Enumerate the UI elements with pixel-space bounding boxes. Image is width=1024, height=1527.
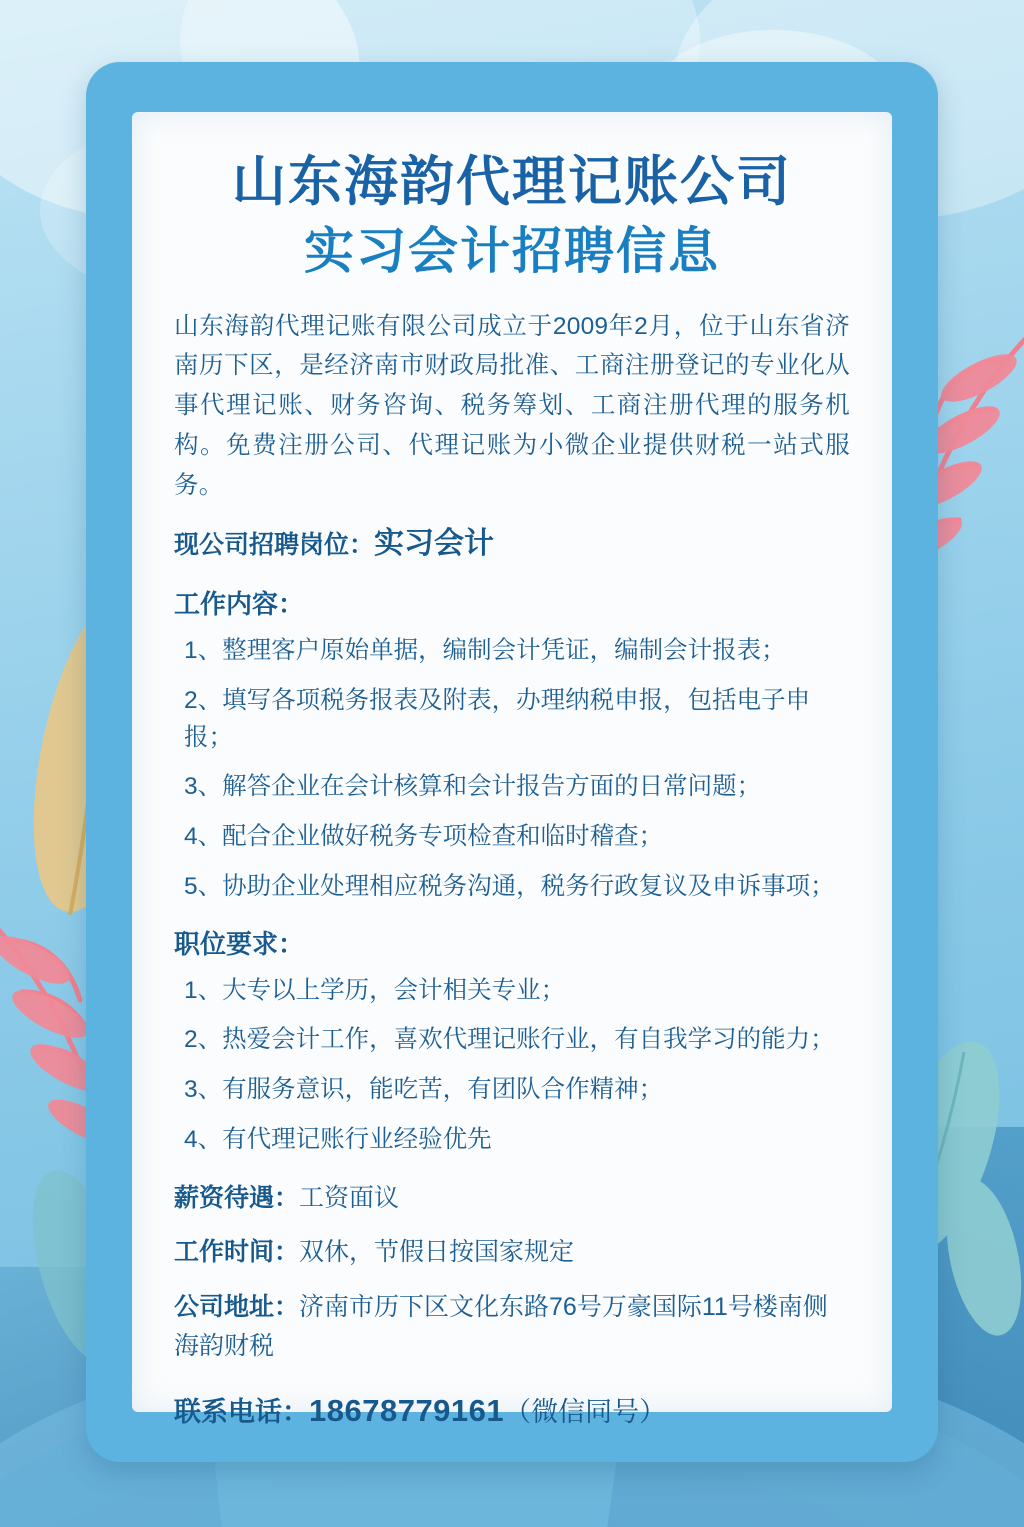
poster-card: [132, 112, 892, 1428]
company-intro-paragraph: 山东海韵代理记账有限公司成立于2009年2月，位于山东省济南历下区，是经济南市财政局批准、工商注册登记的专业化从事代理记账、财务咨询、税务筹划、工商注册代理的服务机构。免费注册公司、代理记账为小微企业提供财税一站式服务。: [174, 312, 850, 499]
poster-card-frame: [86, 62, 938, 1462]
worktime-row: [174, 1233, 850, 1272]
list-item: 4、配合企业做好税务专项检查和临时稽查；: [184, 823, 664, 851]
phone-label: 联系电话：: [174, 1396, 309, 1427]
page-title: 山东海韵代理记账公司: [232, 150, 792, 213]
list-item: 5、协助企业处理相应税务沟通，税务行政复议及申诉事项；: [184, 872, 835, 900]
list-item: 2、填写各项税务报表及附表，办理纳税申报，包括电子申报；: [184, 686, 811, 751]
phone-note: （微信同号）: [504, 1396, 667, 1427]
poster-content: [132, 112, 892, 1434]
position-value: 实习会计: [374, 527, 495, 561]
page-subtitle: 实习会计招聘信息: [304, 221, 720, 280]
contact-phone-row: [174, 1388, 850, 1435]
phone-number[interactable]: 18678779161: [309, 1392, 505, 1428]
list-item: 3、解答企业在会计核算和会计报告方面的日常问题；: [184, 773, 762, 801]
list-item: 2、热爱会计工作，喜欢代理记账行业，有自我学习的能力；: [184, 1026, 835, 1054]
position-label: 现公司招聘岗位：: [174, 531, 375, 560]
position-row: [174, 521, 850, 566]
address-value: 济南市历下区文化东路76号万豪国际11号楼南侧海韵财税: [174, 1293, 828, 1360]
salary-row: [174, 1179, 850, 1218]
worktime-value: 双休，节假日按国家规定: [299, 1238, 575, 1267]
list-item: 1、整理客户原始单据，编制会计凭证，编制会计报表；: [184, 637, 786, 665]
list-item: 4、有代理记账行业经验优先: [184, 1125, 492, 1153]
duties-heading: 工作内容：: [174, 589, 305, 620]
requirements-heading: 职位要求：: [174, 928, 305, 959]
address-row: [174, 1288, 850, 1366]
list-item: 3、有服务意识，能吃苦，有团队合作精神；: [184, 1076, 664, 1104]
salary-value: 工资面议: [299, 1183, 400, 1212]
salary-label: 薪资待遇：: [174, 1183, 300, 1212]
worktime-label: 工作时间：: [174, 1238, 300, 1267]
duties-list: [174, 633, 850, 906]
address-label: 公司地址：: [174, 1293, 300, 1322]
list-item: 1、大专以上学历，会计相关专业；: [184, 976, 566, 1004]
requirements-list: [174, 973, 850, 1159]
